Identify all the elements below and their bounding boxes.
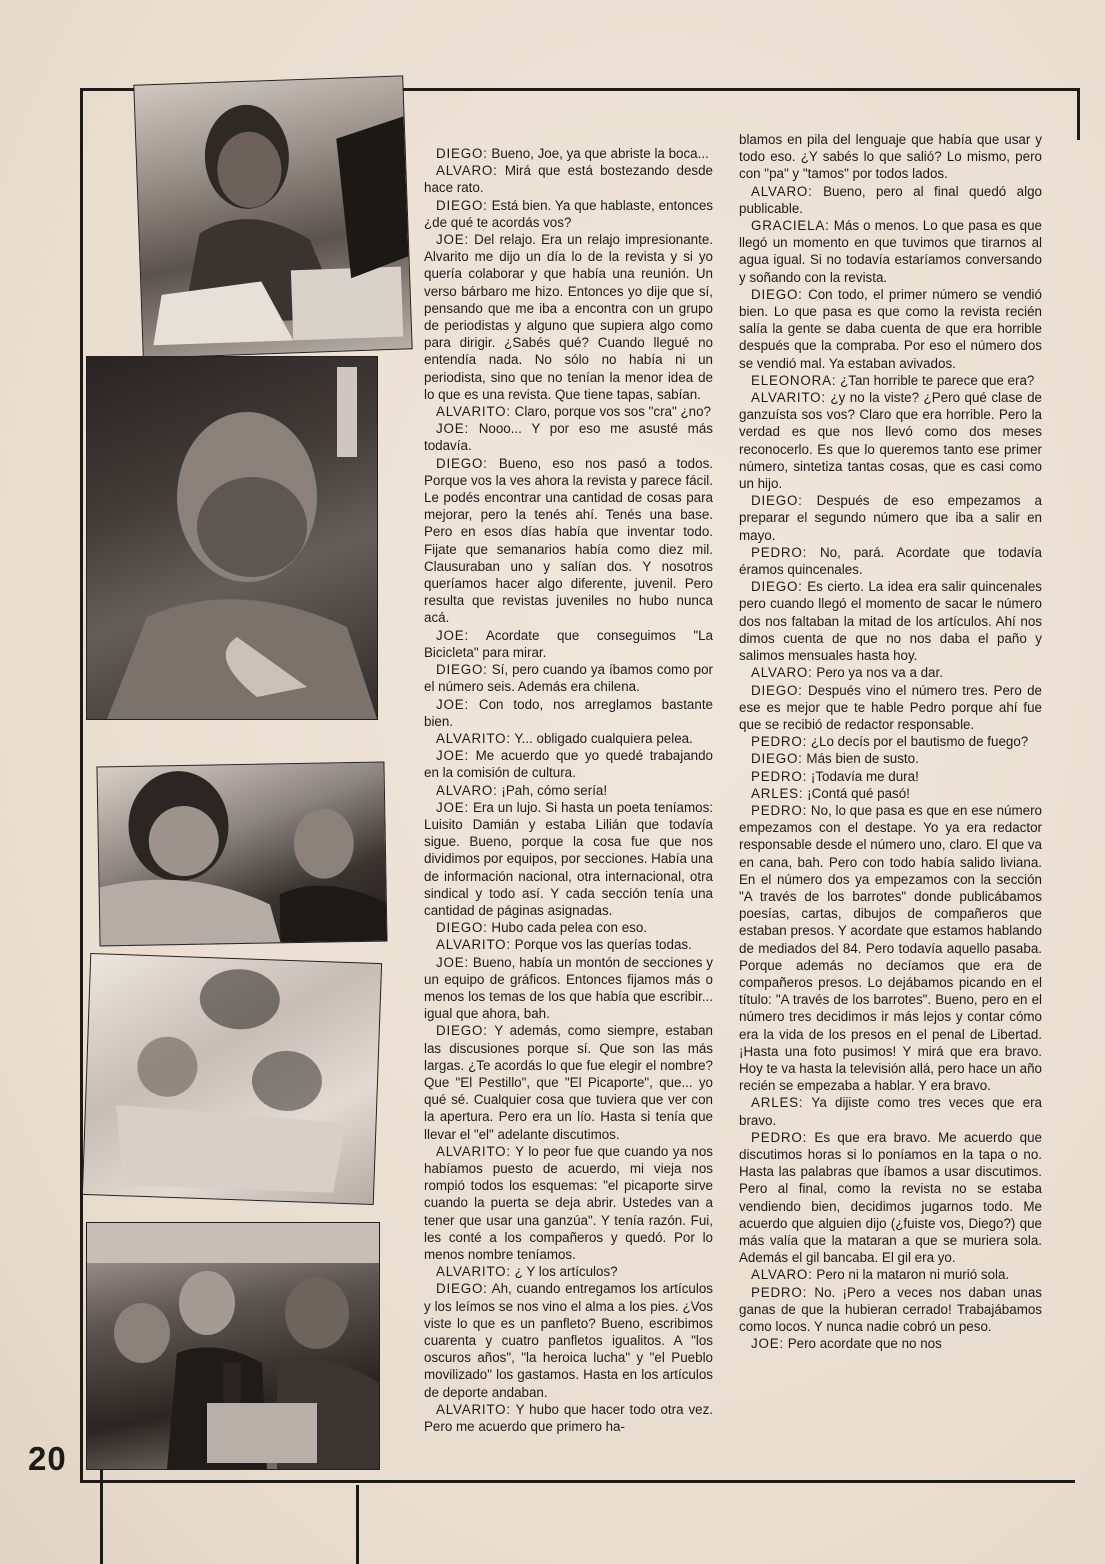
speaker-name: DIEGO: — [436, 197, 488, 213]
dialogue-text: Ya dijiste como tres veces que era bravo. — [739, 1095, 1042, 1128]
dialogue-text: Nooo... Y por eso me asusté más todavía. — [424, 421, 713, 454]
dialogue-paragraph — [424, 197, 713, 231]
dialogue-paragraph — [739, 1266, 1042, 1283]
photo-bearded-man — [86, 356, 378, 720]
dialogue-paragraph — [739, 578, 1042, 664]
show-through-text-right — [740, 100, 1080, 130]
dialogue-paragraph — [739, 768, 1042, 785]
dialogue-paragraph — [739, 785, 1042, 802]
dialogue-paragraph — [739, 217, 1042, 286]
dialogue-paragraph — [739, 544, 1042, 578]
speaker-name: ARLES: — [751, 785, 804, 801]
dialogue-paragraph — [424, 1401, 713, 1435]
dialogue-text: Era un lujo. Si hasta un poeta teníamos: Luisito Damián y estaba Lilián que todavía sigue. Bueno, porque la cosa fue que nos dividimos por equipos, por secciones. Había una de información nacional, otra internacional, otra sindical y todo así. Y cada sección tenía una cantidad de páginas asignadas. — [424, 799, 713, 918]
dialogue-paragraph — [739, 389, 1042, 492]
speaker-name: PEDRO: — [751, 544, 808, 560]
speaker-name: PEDRO: — [751, 734, 808, 750]
speaker-name: ALVARO: — [751, 183, 813, 199]
dialogue-text: Bueno, eso nos pasó a todos. Porque vos la ves ahora la revista y parece fácil. Le podés encontrar una cantidad de cosas para mejorar, pero la tenés ahí. Tenés una base. Pero en esos días había que inventar todo. Fijate que semanarios había como diez mil. Clausuraban uno y salían dos. Y nosotros queríamos hacer algo diferente, juvenil. Pero resulta que revistas juveniles no hubo nunca acá. — [424, 455, 713, 626]
photo-woman-smiling — [133, 75, 412, 358]
dialogue-text: No, lo que pasa es que en ese número empezamos con el destape. Yo ya era redactor responsable desde el número uno, claro. El que va en cana, bah. Pero con todo había salido liviana. En el número dos ya empezamos con la sección "A través de los barrotes" donde publicábamos poesías, cartas, dibujos de compañeros que estaban presos. Y acordate que estamos hablando de mediados del 84. Pero todavía aquello pasaba. Porque además no decíamos que era de compañeros presos. Lo dejábamos picando en el título: "A través de los barrotes". Bueno, pero en el número tres decidimos ir más lejos y contar cómo era la vida de los presos en el penal de Libertad. ¡Hasta una foto pusimos! Y mirá que era bravo. Hoy te va hasta la televisión allá, pero hace un año recién se empezaba a hablar. Y era bravo. — [739, 802, 1042, 1094]
speaker-name: DIEGO: — [436, 1281, 488, 1297]
speaker-name: PEDRO: — [751, 1129, 808, 1145]
dialogue-text: Bueno, Joe, ya que abriste la boca... — [491, 146, 709, 161]
speaker-name: ALVARITO: — [436, 1401, 511, 1417]
speaker-name: GRACIELA: — [751, 218, 830, 234]
dialogue-text: Es cierto. La idea era salir quincenales pero cuando llegó el momento de sacar le número dos nos faltaban la mitad de los artículos. Ahí nos dimos cuenta de que no nos daba el paño y salimos mensuales hasta hoy. — [739, 579, 1042, 664]
dialogue-text: ¿Tan horrible te parece que era? — [840, 372, 1035, 388]
dialogue-text: Hubo cada pelea con eso. — [491, 920, 648, 936]
speaker-name: ALVARITO: — [436, 404, 511, 420]
dialogue-paragraph — [424, 1263, 713, 1280]
dialogue-text: ¡Pah, cómo sería! — [501, 782, 608, 798]
dialogue-text: Después de eso empezamos a preparar el segundo número que iba a salir en mayo. — [739, 493, 1042, 543]
dialogue-text: Bueno, había un montón de secciones y un equipo de gráficos. Entonces fijamos más o menos los temas de los que había que escribir... igual que ahora, bah. — [424, 954, 713, 1022]
dialogue-paragraph — [424, 1143, 713, 1263]
speaker-name: ALVARITO: — [751, 390, 826, 406]
speaker-name: PEDRO: — [751, 802, 808, 818]
dialogue-paragraph — [739, 1284, 1042, 1336]
dialogue-text: Mirá que está bostezando desde hace rato. — [424, 163, 713, 196]
frame-right-rule — [1077, 88, 1080, 140]
dialogue-text: ¿Lo decís por el bautismo de fuego? — [810, 734, 1029, 750]
dialogue-paragraph — [424, 455, 713, 627]
speaker-name: PEDRO: — [751, 768, 808, 784]
dialogue-paragraph — [739, 492, 1042, 544]
article-column-2 — [739, 131, 1042, 1352]
dialogue-paragraph — [424, 231, 713, 403]
dialogue-text: ¿y no la viste? ¿Pero qué clase de ganzuísta sos vos? Claro que era horrible. Pero la verdad es que nos llevó como dos meses reconocerlo. Es que lo queremos tanto ese primer número, sintetiza tantas cosas, que es casi como un hijo. — [739, 390, 1042, 492]
dialogue-paragraph — [739, 682, 1042, 734]
dialogue-paragraph — [424, 954, 713, 1023]
dialogue-paragraph — [739, 1335, 1042, 1352]
frame-left-rule — [80, 88, 83, 1480]
dialogue-text: Con todo, el primer número se vendió bien. Lo que pasa es que como la revista recién salía la gente se daba cuenta de que era horrible después que la compraba. Por eso el número dos se vendió mal. Ya estaban avivados. — [739, 286, 1042, 371]
dialogue-paragraph — [424, 145, 713, 162]
dialogue-paragraph — [739, 372, 1042, 389]
dialogue-text: Pero acordate que no nos — [787, 1336, 942, 1352]
dialogue-paragraph — [424, 1022, 713, 1142]
dialogue-paragraph — [739, 733, 1042, 750]
dialogue-paragraph — [424, 730, 713, 747]
speaker-name: ALVARITO: — [436, 730, 511, 746]
frame-bottom-rule — [80, 1480, 1075, 1483]
dialogue-text: Porque vos las querías todas. — [514, 937, 692, 953]
speaker-name: JOE: — [436, 696, 469, 712]
dialogue-text: Está bien. Ya que hablaste, entonces ¿de qué te acordás vos? — [424, 197, 713, 230]
speaker-name: DIEGO: — [751, 682, 803, 698]
dialogue-paragraph — [424, 799, 713, 919]
dialogue-text: Pero ni la mataron ni murió sola. — [816, 1267, 1010, 1283]
photo-two-men — [96, 762, 387, 947]
speaker-name: DIEGO: — [436, 1023, 488, 1039]
dialogue-text: Pero ya nos va a dar. — [816, 665, 943, 681]
dialogue-paragraph — [739, 664, 1042, 681]
dialogue-text: ¿ Y los artículos? — [514, 1264, 618, 1280]
photo-group-table — [82, 953, 382, 1205]
speaker-name: ALVARITO: — [436, 937, 511, 953]
speaker-name: ALVARITO: — [436, 1143, 511, 1159]
speaker-name: JOE: — [751, 1336, 784, 1352]
speaker-name: DIEGO: — [751, 286, 803, 302]
dialogue-text: Acordate que conseguimos "La Bicicleta" para mirar. — [424, 627, 714, 660]
dialogue-text: Ah, cuando entregamos los artículos y los leímos se nos vino el alma a los pies. ¿Vos viste lo que es un panfleto? Bueno, escribimos cuarenta y cuatro panfletos igualitos. A "los oscuros años", "la heroica lucha" y "el Pueblo movilizado" los gastamos. Hasta en los artículos de deporte andaban. — [424, 1281, 713, 1400]
speaker-name: JOE: — [436, 627, 469, 643]
speaker-name: JOE: — [436, 748, 469, 764]
speaker-name: ALVARO: — [751, 665, 813, 681]
dialogue-text: Más bien de susto. — [806, 751, 919, 767]
dialogue-paragraph — [739, 183, 1042, 217]
speaker-name: JOE: — [436, 954, 469, 970]
dialogue-text: blamos en pila del lenguaje que había que usar y todo eso. ¿Y sabés lo que salió? Lo mismo, pero con "pa" y "tamos" por todos lados. — [739, 132, 1042, 182]
speaker-name: DIEGO: — [751, 751, 803, 767]
speaker-name: ALVARO: — [751, 1267, 813, 1283]
dialogue-text: Y... obligado cualquiera pelea. — [514, 730, 693, 746]
dialogue-text: Del relajo. Era un relajo impresionante. Alvarito me dijo un día lo de la revista y si yo quería colaborar y que había una reunión. Un verso bárbaro me hizo. Entonces yo dije que sí, pensando que me iba a encontra con un grupo de periodistas y alguno que supiera algo como para dirigir. ¿Sabés qué? Cuando llegué no entendía nada. No sólo no había ni un periodista, sino que no tenían la menor idea de lo que es una revista. Que tiene tapas, sabían. — [424, 232, 713, 402]
speaker-name: JOE: — [436, 799, 469, 815]
dialogue-paragraph — [739, 1094, 1042, 1128]
dialogue-paragraph — [739, 1129, 1042, 1267]
speaker-name: JOE: — [436, 232, 469, 248]
photo-men-with-bottle — [86, 1222, 380, 1470]
speaker-name: DIEGO: — [436, 455, 488, 471]
dialogue-paragraph — [424, 162, 713, 196]
dialogue-text: Es que era bravo. Me acuerdo que discutimos horas si lo poníamos en la tapa o no. Hasta las palabras que íbamos a usar discutimos. Pero al final, como la revista no se estaba vendiendo bien, decidimos jugarnos todo. Me acuerdo que alguien dijo (¿fuiste vos, Diego?) que más valía que la mataran a que se muriera sola. Además el gil bancaba. El gil era yo. — [739, 1129, 1042, 1266]
dialogue-text: Después vino el número tres. Pero de ese es mejor que te hable Pedro porque ahí fue que se recibió de redactor responsable. — [739, 682, 1042, 732]
frame-mid-rule — [356, 1485, 359, 1564]
dialogue-text: ¡Contá qué pasó! — [807, 785, 910, 801]
dialogue-paragraph — [424, 420, 713, 454]
dialogue-text: Con todo, nos arreglamos bastante bien. — [424, 696, 713, 729]
dialogue-text: Y además, como siempre, estaban las discusiones porque sí. Que son las más largas. ¿Te acordás lo que fue elegir el nombre? Que "El Pestillo", que "El Picaporte", que... yo qué sé. Cualquier cosa que tuviera que ver con la apertura. Pero era un lío. Hasta si tenía que llevar el "el" adelante discutimos. — [424, 1023, 713, 1142]
dialogue-paragraph — [424, 696, 713, 730]
dialogue-text: Sí, pero cuando ya íbamos como por el número seis. Además era chilena. — [424, 662, 713, 695]
dialogue-paragraph — [424, 661, 713, 695]
dialogue-paragraph — [424, 919, 713, 936]
speaker-name: DIEGO: — [436, 146, 488, 161]
dialogue-paragraph — [424, 747, 713, 781]
dialogue-text: Y lo peor fue que cuando ya nos habíamos puesto de acuerdo, mi vieja nos rompió todos los esquemas: "el picaporte sirve cuando la puerta se deja abrir. Ustedes van a tener que usar una ganzúa". Y tenía razón. Fui, les conté a los compañeros y quedó. Por lo menos nombre teníamos. — [424, 1143, 713, 1262]
dialogue-paragraph — [739, 131, 1042, 183]
speaker-name: ALVARITO: — [436, 1264, 511, 1280]
dialogue-text: Y hubo que hacer todo otra vez. Pero me acuerdo que primero ha- — [424, 1401, 713, 1435]
speaker-name: ALVARO: — [436, 782, 498, 798]
dialogue-text: ¡Todavía me dura! — [810, 768, 919, 784]
dialogue-paragraph — [424, 1280, 713, 1400]
dialogue-paragraph — [424, 936, 713, 953]
dialogue-paragraph — [424, 782, 713, 799]
dialogue-text: No. ¡Pero a veces nos daban unas ganas de que la hubieran cerrado! Trabajábamos como locos. Y nunca nadie cobró un peso. — [739, 1284, 1042, 1335]
speaker-name: DIEGO: — [436, 662, 488, 678]
speaker-name: DIEGO: — [751, 493, 803, 509]
dialogue-paragraph — [424, 403, 713, 420]
speaker-name: PEDRO: — [751, 1284, 808, 1300]
speaker-name: ALVARO: — [436, 163, 498, 179]
dialogue-text: Bueno, pero al final quedó algo publicable. — [739, 183, 1042, 216]
dialogue-paragraph — [739, 750, 1042, 767]
dialogue-paragraph — [739, 286, 1042, 372]
page-number: 20 — [28, 1440, 67, 1477]
speaker-name: DIEGO: — [751, 579, 803, 595]
dialogue-paragraph — [739, 802, 1042, 1094]
dialogue-text: Me acuerdo que yo quedé trabajando en la comisión de cultura. — [424, 748, 713, 781]
speaker-name: JOE: — [436, 421, 469, 437]
dialogue-text: Más o menos. Lo que pasa es que llegó un momento en que tuvimos que tirarnos al agua igual. Si no todavía estaríamos conversando y soñando con la revista. — [739, 218, 1042, 285]
dialogue-paragraph — [424, 627, 713, 661]
dialogue-text: Claro, porque vos sos "cra" ¿no? — [514, 404, 711, 420]
dialogue-text: No, pará. Acordate que todavía éramos quincenales. — [739, 544, 1042, 578]
article-column-1 — [424, 145, 713, 1435]
speaker-name: DIEGO: — [436, 920, 488, 936]
speaker-name: ELEONORA: — [751, 372, 837, 388]
speaker-name: ARLES: — [751, 1095, 804, 1111]
